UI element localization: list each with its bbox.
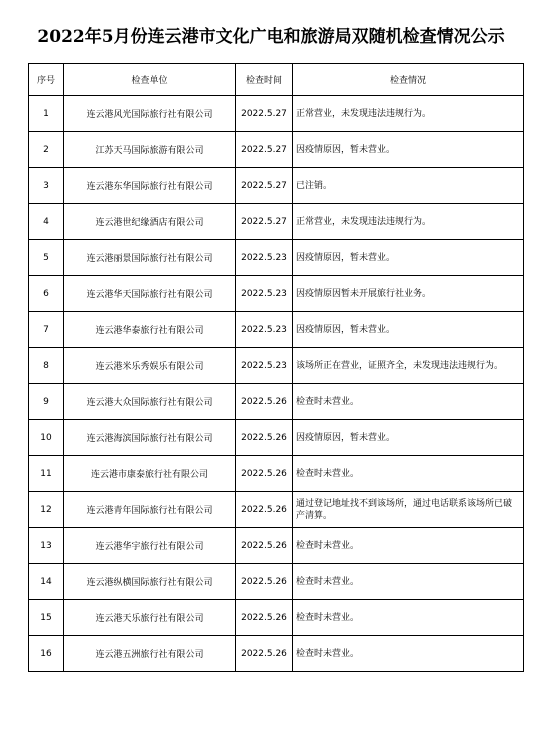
row-number-cell: 7 [29, 312, 64, 348]
table-row [29, 348, 524, 384]
row-number-cell: 9 [29, 384, 64, 420]
info-cell: 该场所正在营业，证照齐全，未发现违法违规行为。 [293, 348, 524, 384]
unit-cell: 连云港世纪缘酒店有限公司 [64, 204, 236, 240]
unit-cell: 连云港东华国际旅行社有限公司 [64, 168, 236, 204]
unit-cell: 连云港华宇旅行社有限公司 [64, 528, 236, 564]
date-cell: 2022.5.23 [236, 312, 293, 348]
info-cell: 通过登记地址找不到该场所，通过电话联系该场所已破产清算。 [293, 492, 524, 528]
info-cell: 因疫情原因暂未开展旅行社业务。 [293, 276, 524, 312]
date-cell: 2022.5.26 [236, 420, 293, 456]
date-cell: 2022.5.27 [236, 168, 293, 204]
unit-cell: 连云港青年国际旅行社有限公司 [64, 492, 236, 528]
unit-cell: 连云港华天国际旅行社有限公司 [64, 276, 236, 312]
unit-cell: 连云港大众国际旅行社有限公司 [64, 384, 236, 420]
row-number-cell: 2 [29, 132, 64, 168]
table-row [29, 168, 524, 204]
table-header-row [29, 64, 524, 96]
info-cell: 检查时未营业。 [293, 564, 524, 600]
row-number-cell: 8 [29, 348, 64, 384]
row-number-cell: 6 [29, 276, 64, 312]
page-title: 2022年5月份连云港市文化广电和旅游局双随机检查情况公示 [37, 27, 505, 47]
date-cell: 2022.5.23 [236, 276, 293, 312]
date-cell: 2022.5.26 [236, 456, 293, 492]
row-number-cell: 13 [29, 528, 64, 564]
info-cell: 因疫情原因，暂未营业。 [293, 240, 524, 276]
row-number-cell: 15 [29, 600, 64, 636]
date-cell: 2022.5.23 [236, 348, 293, 384]
table-row [29, 132, 524, 168]
date-cell: 2022.5.26 [236, 528, 293, 564]
table-row [29, 96, 524, 132]
row-number-cell: 5 [29, 240, 64, 276]
table-row [29, 564, 524, 600]
unit-cell: 连云港丽景国际旅行社有限公司 [64, 240, 236, 276]
info-cell: 检查时未营业。 [293, 528, 524, 564]
table-row [29, 420, 524, 456]
info-cell: 已注销。 [293, 168, 524, 204]
info-cell: 正常营业，未发现违法违规行为。 [293, 204, 524, 240]
header-no: 序号 [29, 64, 64, 96]
date-cell: 2022.5.26 [236, 564, 293, 600]
table-row [29, 276, 524, 312]
row-number-cell: 3 [29, 168, 64, 204]
info-cell: 检查时未营业。 [293, 384, 524, 420]
table-row [29, 456, 524, 492]
date-cell: 2022.5.23 [236, 240, 293, 276]
unit-cell: 江苏天马国际旅游有限公司 [64, 132, 236, 168]
header-info: 检查情况 [293, 64, 524, 96]
date-cell: 2022.5.26 [236, 600, 293, 636]
info-cell: 检查时未营业。 [293, 600, 524, 636]
row-number-cell: 4 [29, 204, 64, 240]
unit-cell: 连云港华泰旅行社有限公司 [64, 312, 236, 348]
info-cell: 正常营业，未发现违法违规行为。 [293, 96, 524, 132]
unit-cell: 连云港风光国际旅行社有限公司 [64, 96, 236, 132]
unit-cell: 连云港五洲旅行社有限公司 [64, 636, 236, 672]
header-unit: 检查单位 [64, 64, 236, 96]
table-row [29, 600, 524, 636]
date-cell: 2022.5.26 [236, 636, 293, 672]
table-row [29, 240, 524, 276]
info-cell: 因疫情原因，暂未营业。 [293, 132, 524, 168]
date-cell: 2022.5.26 [236, 492, 293, 528]
unit-cell: 连云港市康泰旅行社有限公司 [64, 456, 236, 492]
row-number-cell: 10 [29, 420, 64, 456]
table-row [29, 312, 524, 348]
table-row [29, 384, 524, 420]
row-number-cell: 16 [29, 636, 64, 672]
row-number-cell: 14 [29, 564, 64, 600]
info-cell: 检查时未营业。 [293, 456, 524, 492]
unit-cell: 连云港米乐秀娱乐有限公司 [64, 348, 236, 384]
row-number-cell: 12 [29, 492, 64, 528]
table-row [29, 528, 524, 564]
info-cell: 检查时未营业。 [293, 636, 524, 672]
info-cell: 因疫情原因，暂未营业。 [293, 312, 524, 348]
table-row [29, 204, 524, 240]
date-cell: 2022.5.27 [236, 204, 293, 240]
table-row [29, 636, 524, 672]
date-cell: 2022.5.27 [236, 132, 293, 168]
unit-cell: 连云港海滨国际旅行社有限公司 [64, 420, 236, 456]
info-cell: 因疫情原因，暂未营业。 [293, 420, 524, 456]
row-number-cell: 11 [29, 456, 64, 492]
unit-cell: 连云港天乐旅行社有限公司 [64, 600, 236, 636]
table-row [29, 492, 524, 528]
date-cell: 2022.5.27 [236, 96, 293, 132]
date-cell: 2022.5.26 [236, 384, 293, 420]
header-date: 检查时间 [236, 64, 293, 96]
row-number-cell: 1 [29, 96, 64, 132]
inspection-table [28, 63, 524, 672]
unit-cell: 连云港纵横国际旅行社有限公司 [64, 564, 236, 600]
